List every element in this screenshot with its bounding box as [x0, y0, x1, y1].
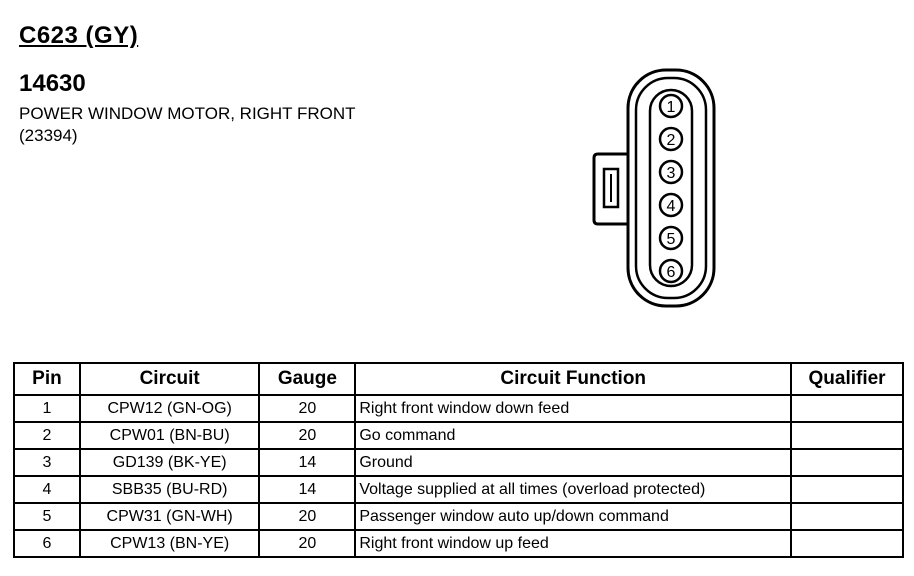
cell-qualifier [791, 476, 903, 503]
pin-number-label: 5 [666, 231, 676, 248]
pin-number-label: 6 [666, 264, 676, 281]
cell-qualifier [791, 503, 903, 530]
cell-function: Voltage supplied at all times (overload protected) [355, 476, 791, 503]
pin-number-label: 1 [666, 99, 676, 116]
cell-circuit: CPW13 (BN-YE) [80, 530, 260, 557]
table-row [14, 449, 903, 476]
header-gauge: Gauge [259, 363, 355, 395]
header-pin: Pin [14, 363, 80, 395]
table-row [14, 422, 903, 449]
header-qualifier: Qualifier [791, 363, 903, 395]
connector-id: C623 (GY) [19, 22, 139, 49]
cell-gauge: 20 [259, 422, 355, 449]
cell-circuit: CPW01 (BN-BU) [80, 422, 260, 449]
cell-circuit: SBB35 (BU-RD) [80, 476, 260, 503]
table-row [14, 503, 903, 530]
cell-gauge: 20 [259, 530, 355, 557]
pin-number-label: 3 [666, 165, 676, 182]
table-row [14, 395, 903, 422]
cell-pin: 6 [14, 530, 80, 557]
cell-function: Go command [355, 422, 791, 449]
cell-gauge: 20 [259, 503, 355, 530]
cell-qualifier [791, 530, 903, 557]
cell-qualifier [791, 422, 903, 449]
connector-description: POWER WINDOW MOTOR, RIGHT FRONT (23394) [19, 104, 356, 145]
header-circuit-function: Circuit Function [355, 363, 791, 395]
cell-function: Right front window down feed [355, 395, 791, 422]
pin-number-label: 4 [666, 198, 676, 215]
part-number: 14630 [19, 70, 86, 97]
cell-pin: 1 [14, 395, 80, 422]
cell-circuit: CPW31 (GN-WH) [80, 503, 260, 530]
cell-function: Passenger window auto up/down command [355, 503, 791, 530]
cell-pin: 5 [14, 503, 80, 530]
cell-pin: 4 [14, 476, 80, 503]
cell-gauge: 20 [259, 395, 355, 422]
pin-cavity-frame [650, 90, 692, 286]
connector-face-diagram [584, 64, 724, 314]
cell-function: Right front window up feed [355, 530, 791, 557]
table-row [14, 476, 903, 503]
cell-gauge: 14 [259, 476, 355, 503]
table-header-row [14, 363, 903, 395]
cell-circuit: CPW12 (GN-OG) [80, 395, 260, 422]
cell-gauge: 14 [259, 449, 355, 476]
cell-qualifier [791, 395, 903, 422]
cell-circuit: GD139 (BK-YE) [80, 449, 260, 476]
pinout-table [13, 362, 904, 558]
cell-function: Ground [355, 449, 791, 476]
header-circuit: Circuit [80, 363, 260, 395]
pin-number-label: 2 [666, 132, 676, 149]
cell-qualifier [791, 449, 903, 476]
table-row [14, 530, 903, 557]
cell-pin: 2 [14, 422, 80, 449]
cell-pin: 3 [14, 449, 80, 476]
pin-cavities [660, 95, 682, 282]
